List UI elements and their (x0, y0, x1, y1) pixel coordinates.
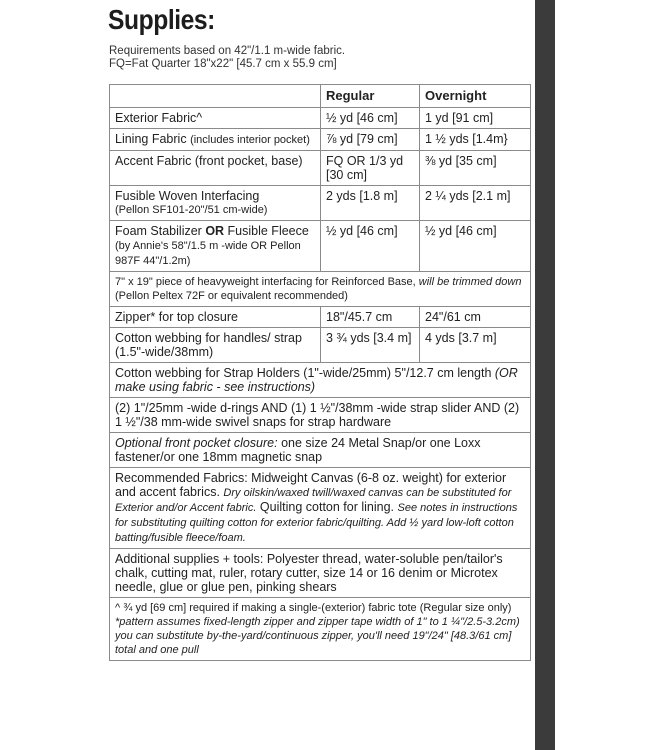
closure-italic: Optional front pocket closure: (115, 436, 278, 450)
table-row-hardware (110, 398, 531, 433)
item-cell: Cotton webbing for handles/ strap (1.5"-wide/38mm) (110, 328, 321, 363)
table-row-holders (110, 363, 531, 398)
fabrics-i2: See notes in instructions for substituting quilting cotton for exterior fabric/quilting. Add ½ yard low-loft cotton batting/fusible fleece/foam. (115, 502, 518, 544)
item-note: (by Annie's 58"/1.5 m -wide OR Pellon 987F 44"/1.2m) (115, 240, 301, 267)
overnight-cell: 4 yds [3.7 m] (420, 328, 531, 363)
closure-cell (110, 433, 531, 468)
item-label: Fusible Woven Interfacing (115, 189, 260, 203)
item-cell (110, 186, 321, 221)
background-strip (555, 0, 650, 750)
holders-italic: (OR make using fabric - see instructions) (115, 366, 518, 394)
regular-cell: 3 ¾ yds [3.4 m] (321, 328, 420, 363)
table-row (110, 186, 531, 221)
item-cell (110, 108, 321, 129)
fabrics-p1: Recommended Fabrics: Midweight Canvas (6-8 oz. weight) for exterior and accent fabrics. (115, 471, 507, 499)
regular-cell: 18"/45.7 cm (321, 307, 420, 328)
item-cell (110, 221, 321, 272)
fabrics-cell (110, 468, 531, 549)
fabrics-p2: Quilting cotton for lining. (256, 500, 398, 514)
supplies-table (109, 84, 531, 661)
item-label: Exterior Fabric^ (115, 111, 203, 125)
holders-text: Cotton webbing for Strap Holders (1"-wide/25mm) 5"/12.7 cm length (115, 366, 495, 380)
overnight-cell: 24"/61 cm (420, 307, 531, 328)
header-item (110, 85, 321, 108)
table-row (110, 221, 531, 272)
item-cell: Zipper* for top closure (110, 307, 321, 328)
page-title: Supplies: (108, 4, 215, 35)
fabrics-i1: Dry oilskin/waxed twill/waxed canvas can be substituted for Exterior and/or Accent fabric. (115, 487, 512, 514)
overnight-cell: 1 ½ yds [1.4m} (420, 129, 531, 151)
overnight-cell: ⅜ yd [35 cm] (420, 151, 531, 186)
overnight-cell: ½ yd [46 cm] (420, 221, 531, 272)
regular-cell: ⅞ yd [79 cm] (321, 129, 420, 151)
header-overnight: Overnight (420, 85, 531, 108)
footnotes-cell (110, 598, 531, 661)
header-regular: Regular (321, 85, 420, 108)
regular-cell: FQ OR 1/3 yd [30 cm] (321, 151, 420, 186)
scrollbar-edge (535, 0, 555, 750)
item-note: (Pellon SF101-20"/51 cm-wide) (115, 204, 268, 216)
regular-cell: ½ yd [46 cm] (321, 221, 420, 272)
item-label-pre: Foam Stabilizer (115, 224, 206, 238)
overnight-cell: 2 ¼ yds [2.1 m] (420, 186, 531, 221)
item-cell (110, 129, 321, 151)
table-row-fabrics (110, 468, 531, 549)
table-row (110, 129, 531, 151)
item-note: (includes interior pocket) (190, 134, 310, 146)
table-row (110, 307, 531, 328)
base-text: 7" x 19" piece of heavyweight interfacing for Reinforced Base, (115, 276, 419, 288)
footnote-star: *pattern assumes fixed-length zipper and zipper tape width of 1" to 1 ¼"/2.5-3.2cm) you can substitute by-the-yard/continuous zipper, you'll need 19"/24" [48.3/61 cm] total and one pull (115, 616, 520, 656)
intro-line-2: FQ=Fat Quarter 18"x22" [45.7 cm x 55.9 cm] (109, 58, 337, 70)
regular-cell: 2 yds [1.8 m] (321, 186, 420, 221)
tools-cell: Additional supplies + tools: Polyester thread, water-soluble pen/tailor's chalk, cutting mat, ruler, rotary cutter, size 14 or 16 denim or Microtex needle, glue or glue pen, pinking shears (110, 549, 531, 598)
base-italic: will be trimmed down (418, 276, 522, 288)
table-row-base (110, 272, 531, 307)
item-cell: Accent Fabric (front pocket, base) (110, 151, 321, 186)
base-cell (110, 272, 531, 307)
holders-cell (110, 363, 531, 398)
closure-text: one size 24 Metal Snap/or one Loxx fastener/or one 18mm magnetic snap (115, 436, 481, 464)
table-header-row (110, 85, 531, 108)
footnote-caret: ^ ¾ yd [69 cm] required if making a single-(exterior) fabric tote (Regular size only) (115, 602, 512, 614)
hardware-cell: (2) 1"/25mm -wide d-rings AND (1) 1 ½"/38mm -wide strap slider AND (2) 1 ½"/38 mm-wide swivel snaps for strap hardware (110, 398, 531, 433)
table-row (110, 108, 531, 129)
item-label-bold: OR (205, 224, 225, 238)
table-row-closure (110, 433, 531, 468)
intro-line-1: Requirements based on 42"/1.1 m-wide fabric. (109, 45, 346, 57)
table-row-tools (110, 549, 531, 598)
base-note: (Pellon Peltex 72F or equivalent recommended) (115, 290, 348, 302)
table-row (110, 151, 531, 186)
overnight-cell: 1 yd [91 cm] (420, 108, 531, 129)
item-label-post: Fusible Fleece (224, 224, 309, 238)
regular-cell: ½ yd [46 cm] (321, 108, 420, 129)
table-row-footnotes (110, 598, 531, 661)
intro-text (109, 45, 345, 71)
table-row (110, 328, 531, 363)
item-label: Lining Fabric (115, 132, 187, 146)
